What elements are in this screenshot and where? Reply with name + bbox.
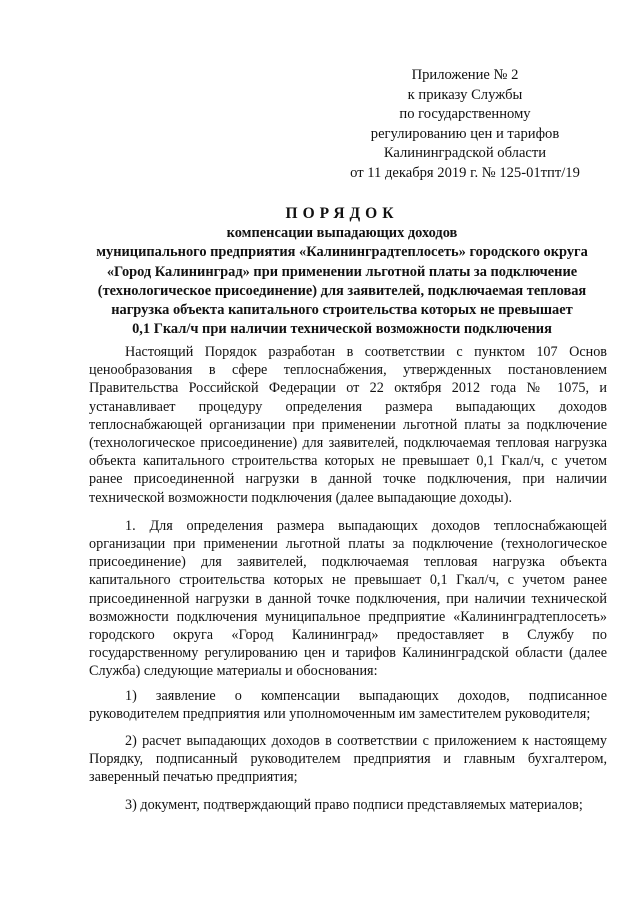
list-item-number: 1) [125, 687, 137, 704]
appendix-line: по государственному [399, 106, 531, 123]
intro-paragraph: Настоящий Порядок разработан в соответствии с пунктом 107 Основ ценообразования в сфере теплоснабжения, утвержденных постановлением Правительства Российской Федерации от 22 октября 2012 года № 1075, и устанавливает процедуру определения размера выпадающих доходов теплоснабжающей организации при применении льготной платы за подключение (технологическое присоединение) для заявителей, подключаемая тепловая нагрузка объекта капитального строительства которых не превышает 0,1 Гкал/ч, с учетом ранее присоединенной нагрузки в данной точке подключения, при наличии технической возможности подключения (далее выпадающие доходы). [89, 344, 607, 506]
title-line: муниципального предприятия «Калининградтеплосеть» городского округа [96, 244, 588, 261]
list-item [89, 687, 607, 723]
list-item [89, 732, 607, 787]
appendix-line: Приложение № 2 [411, 67, 519, 83]
list-item-text: документ, подтверждающий право подписи представляемых материалов; [140, 796, 583, 813]
title-heading: ПОРЯДОК [285, 205, 399, 222]
appendix-line: Калининградской области [383, 145, 547, 162]
appendix-header [340, 66, 590, 184]
list-item-text: расчет выпадающих доходов в соответствии с приложением к настоящему Порядку, подписанный руководителем предприятия и главным бухгалтером, заверенный печатью предприятия; [89, 733, 608, 786]
document-title [62, 204, 622, 340]
document-body [89, 343, 607, 814]
appendix-line: от 11 декабря 2019 г. № 125-01тпт/19 [350, 164, 580, 181]
appendix-line: к приказу Службы [407, 86, 523, 103]
title-line: «Город Калининград» при применении льготной платы за подключение [106, 263, 578, 280]
title-line: (технологическое присоединение) для заявителей, подключаемая тепловая [97, 282, 587, 299]
list-item-text: заявление о компенсации выпадающих доходов, подписанное руководителем предприятия или уполномоченным им заместителем руководителя; [89, 687, 607, 722]
clause-1-paragraph: 1. Для определения размера выпадающих доходов теплоснабжающей организации при применении льготной платы за подключение (технологическое присоединение) для заявителей, подключаемая тепловая нагрузка объекта капитального строительства которых не превышает 0,1 Гкал/ч, с учетом ранее присоединенной нагрузки в данной точке подключения, при наличии технической возможности подключения муниципальное предприятие «Калининградтеплосеть» городского округа «Город Калининград» предоставляет в Службу по государственному регулированию цен и тарифов Калининградской области (далее Служба) следующие материалы и обоснования: [89, 517, 607, 680]
list-item [89, 796, 607, 814]
list-item-number: 3) [125, 796, 137, 813]
appendix-line: регулированию цен и тарифов [370, 125, 560, 142]
title-line: нагрузка объекта капитального строительства которых не превышает [111, 302, 573, 319]
title-line: компенсации выпадающих доходов [226, 225, 458, 241]
list-item-number: 2) [125, 733, 137, 750]
title-line: 0,1 Гкал/ч при наличии технической возможности подключения [132, 321, 552, 338]
